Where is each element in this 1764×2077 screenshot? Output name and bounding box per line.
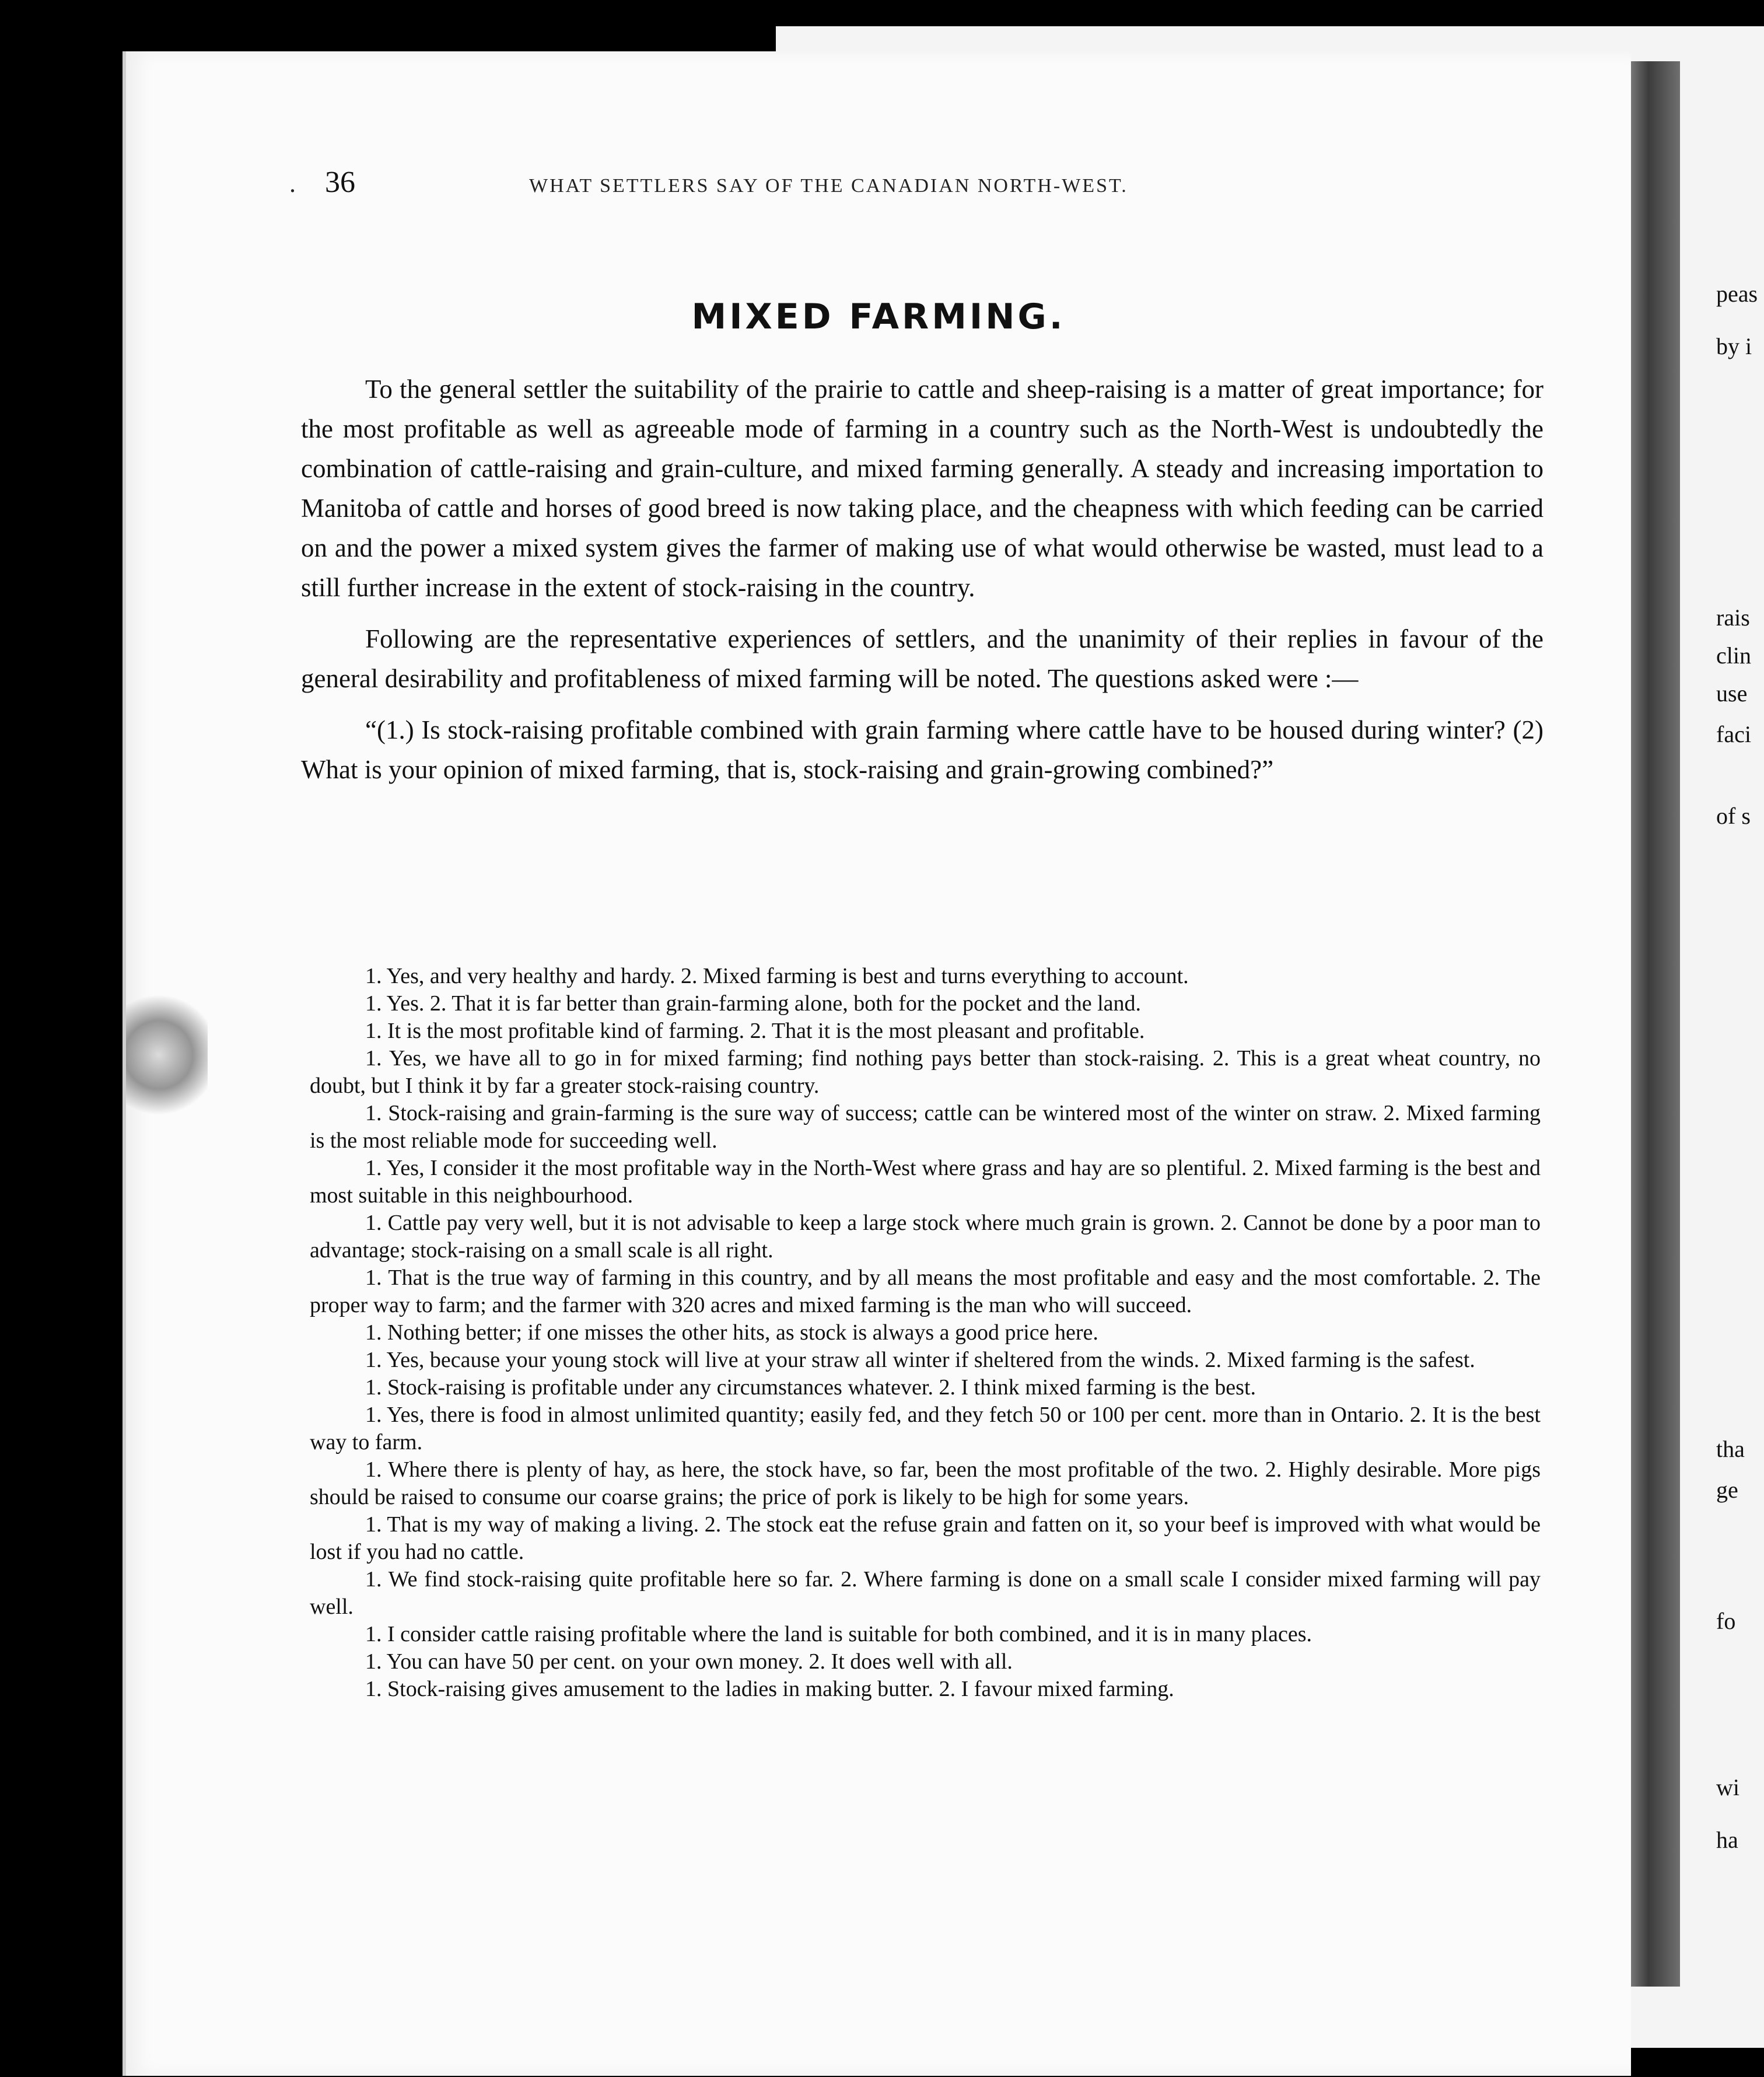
answers-list [310, 963, 1541, 1703]
margin-dot: . [289, 169, 296, 198]
scan-artifact [126, 985, 208, 1125]
facing-page-fragment: by i [1716, 333, 1752, 359]
facing-page-fragment: faci [1716, 721, 1751, 747]
running-header [289, 165, 1532, 200]
facing-page-fragment: peas [1716, 281, 1758, 307]
body-text [301, 369, 1544, 801]
list-item: 1. We find stock-raising quite profitable here so far. 2. Where farming is done on a small scale I consider mixed farming will pay well. [310, 1567, 1541, 1619]
document-page [123, 51, 1631, 2076]
list-item: 1. It is the most profitable kind of farming. 2. That it is the most pleasant and profitable. [365, 1019, 1145, 1043]
list-item: 1. Stock-raising gives amusement to the ladies in making butter. 2. I favour mixed farming. [365, 1677, 1174, 1701]
list-item: 1. Yes, because your young stock will live at your straw all winter if sheltered from the winds. 2. Mixed farming is the safest. [365, 1348, 1475, 1372]
list-item: 1. Stock-raising is profitable under any circumstances whatever. 2. I think mixed farming is the best. [365, 1375, 1256, 1400]
paragraph: To the general settler the suitability of the prairie to cattle and sheep-raising is a matter of great importance; for the most profitable as well as agreeable mode of farming in a country such as the North-West is undoubtedly the combination of cattle-raising and grain-culture, and mixed farming generally. A steady and increasing importation to Manitoba of cattle and horses of good breed is now taking place, and the cheapness with which feeding can be carried on and the power a mixed system gives the farmer of making use of what would otherwise be wasted, must lead to a still further increase in the extent of stock-raising in the country. [301, 375, 1544, 602]
list-item: 1. Where there is plenty of hay, as here, the stock have, so far, been the most profitable of the two. 2. Highly desirable. More pigs should be raised to consume our coarse grains; the price of pork is likely to be high for some years. [310, 1457, 1541, 1509]
list-item: 1. Yes, we have all to go in for mixed farming; find nothing pays better than stock-raising. 2. This is a great wheat country, no doubt, but I think it by far a greater stock-raising country. [310, 1046, 1541, 1098]
list-item: 1. That is my way of making a living. 2. The stock eat the refuse grain and fatten on it, so your beef is improved with what would be lost if you had no cattle. [310, 1512, 1541, 1564]
list-item: 1. Stock-raising and grain-farming is the sure way of success; cattle can be wintered most of the winter on straw. 2. Mixed farming is the most reliable mode for succeeding well. [310, 1101, 1541, 1153]
running-title: WHAT SETTLERS SAY OF THE CANADIAN NORTH-WEST. [529, 175, 1128, 197]
facing-page-fragment: rais [1716, 604, 1750, 631]
list-item: 1. I consider cattle raising profitable where the land is suitable for both combined, and it is in many places. [365, 1622, 1312, 1646]
section-title: MIXED FARMING. [691, 296, 1066, 337]
list-item: 1. Yes, I consider it the most profitable way in the North-West where grass and hay are so plentiful. 2. Mixed farming is the best and most suitable in this neighbourhood. [310, 1156, 1541, 1208]
list-item: 1. Cattle pay very well, but it is not advisable to keep a large stock where much grain is grown. 2. Cannot be done by a poor man to advantage; stock-raising on a small scale is all right. [310, 1211, 1541, 1263]
facing-page-fragment: fo [1716, 1608, 1736, 1634]
question-paragraph: “(1.) Is stock-raising profitable combined with grain farming where cattle have to be housed during winter? (2) What is your opinion of mixed farming, that is, stock-raising and grain-growing combined?” [301, 715, 1544, 784]
facing-page-fragment: of s [1716, 803, 1751, 829]
page-number: 36 [325, 166, 355, 199]
facing-page-fragment: ha [1716, 1827, 1738, 1853]
list-item: 1. You can have 50 per cent. on your own money. 2. It does well with all. [365, 1649, 1013, 1674]
facing-page-fragment: clin [1716, 642, 1751, 669]
facing-page-fragment: use [1716, 680, 1748, 707]
list-item: 1. Yes, there is food in almost unlimited quantity; easily fed, and they fetch 50 or 100 per cent. more than in Ontario. 2. It is the best way to farm. [310, 1403, 1541, 1454]
list-item: 1. Yes. 2. That it is far better than grain-farming alone, both for the pocket and the land. [365, 991, 1141, 1016]
list-item: 1. That is the true way of farming in this country, and by all means the most profitable and easy and the most comfortable. 2. The proper way to farm; and the farmer with 320 acres and mixed farming is the man who will succeed. [310, 1265, 1541, 1317]
paragraph: Following are the representative experiences of settlers, and the unanimity of their replies in favour of the general desirability and profitableness of mixed farming will be noted. The questions asked were :— [301, 624, 1544, 693]
list-item: 1. Yes, and very healthy and hardy. 2. Mixed farming is best and turns everything to account. [365, 964, 1189, 988]
list-item: 1. Nothing better; if one misses the other hits, as stock is always a good price here. [365, 1320, 1098, 1345]
facing-page-fragment: tha [1716, 1436, 1745, 1462]
facing-page-fragment: wi [1716, 1774, 1740, 1800]
facing-page-fragment: ge [1716, 1477, 1738, 1503]
